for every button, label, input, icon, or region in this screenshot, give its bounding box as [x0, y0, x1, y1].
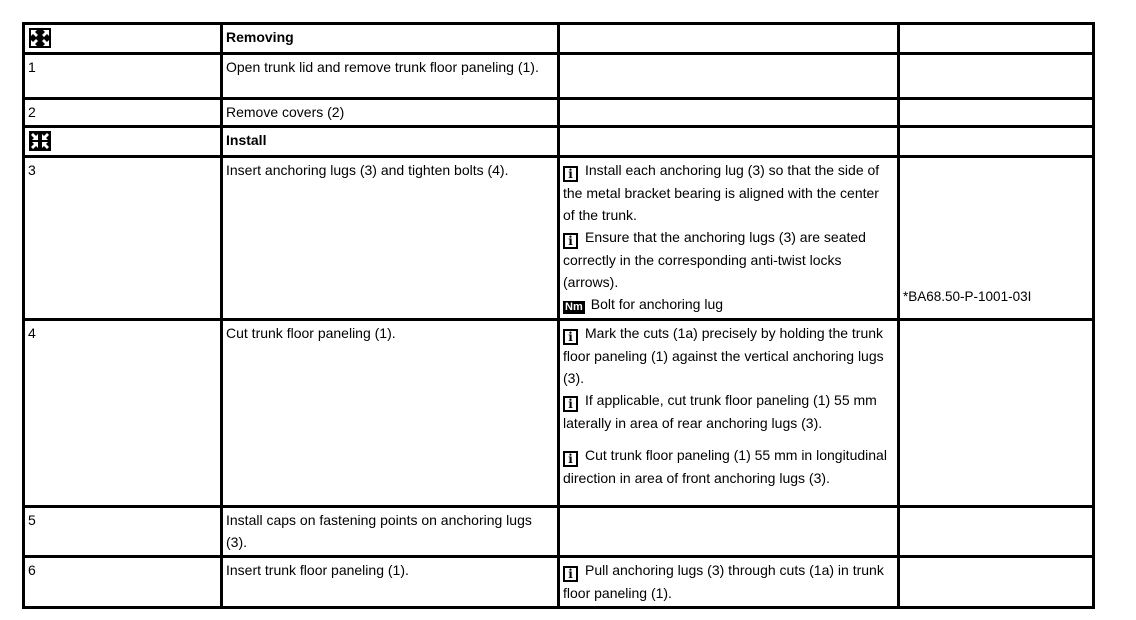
note-text: Install each anchoring lug (3) so that the side of the metal bracket bearing is aligned with the center of the trunk.	[563, 162, 880, 223]
arrows-inward-icon	[29, 131, 217, 151]
note	[563, 559, 894, 604]
section-row-install	[24, 127, 1094, 157]
info-icon: i	[563, 396, 578, 412]
section-title-removing: Removing	[222, 24, 559, 54]
info-icon: i	[563, 329, 578, 345]
empty-cell	[899, 24, 1094, 54]
note	[563, 444, 894, 489]
note-text: Mark the cuts (1a) precisely by holding the trunk floor paneling (1) against the vertical anchoring lugs (3).	[563, 325, 884, 386]
info-icon: i	[563, 566, 578, 582]
step-action: Cut trunk floor paneling (1).	[222, 320, 559, 507]
note	[563, 389, 894, 434]
empty-cell	[899, 127, 1094, 157]
step-number: 4	[24, 320, 222, 507]
step-row-4	[24, 320, 1094, 507]
note	[563, 293, 894, 315]
note-text: Ensure that the anchoring lugs (3) are seated correctly in the corresponding anti-twist locks (arrows).	[563, 229, 866, 290]
step-notes	[559, 320, 899, 507]
procedure-table	[22, 22, 1095, 609]
empty-cell	[899, 320, 1094, 507]
empty-cell	[559, 507, 899, 557]
reference-cell	[899, 157, 1094, 320]
step-action: Insert anchoring lugs (3) and tighten bolts (4).	[222, 157, 559, 320]
note-text: Cut trunk floor paneling (1) 55 mm in longitudinal direction in area of front anchoring lugs (3).	[563, 447, 887, 486]
info-icon: i	[563, 166, 578, 182]
torque-nm-icon: Nm	[565, 301, 583, 313]
empty-cell	[899, 557, 1094, 608]
note	[563, 226, 894, 293]
empty-cell	[559, 99, 899, 127]
note	[563, 322, 894, 389]
section-title-install: Install	[222, 127, 559, 157]
note	[563, 159, 894, 226]
step-number: 2	[24, 99, 222, 127]
section-icon-cell	[24, 24, 222, 54]
step-number: 1	[24, 54, 222, 99]
section-icon-cell	[24, 127, 222, 157]
step-notes	[559, 157, 899, 320]
empty-cell	[559, 127, 899, 157]
note-text: If applicable, cut trunk floor paneling (1) 55 mm laterally in area of rear anchoring lugs (3).	[563, 392, 877, 431]
section-row-removing	[24, 24, 1094, 54]
empty-cell	[899, 54, 1094, 99]
step-row-3	[24, 157, 1094, 320]
info-icon: i	[563, 233, 578, 249]
note-text: Bolt for anchoring lug	[590, 296, 724, 312]
arrows-outward-icon	[29, 28, 217, 48]
empty-cell	[899, 99, 1094, 127]
step-row-5	[24, 507, 1094, 557]
step-number: 5	[24, 507, 222, 557]
note-text: Pull anchoring lugs (3) through cuts (1a) in trunk floor paneling (1).	[563, 562, 884, 601]
empty-cell	[899, 507, 1094, 557]
step-action: Insert trunk floor paneling (1).	[222, 557, 559, 608]
empty-cell	[559, 24, 899, 54]
step-row-1	[24, 54, 1094, 99]
step-action: Remove covers (2)	[222, 99, 559, 127]
step-action: Open trunk lid and remove trunk floor paneling (1).	[222, 54, 559, 99]
step-row-2	[24, 99, 1094, 127]
step-number: 6	[24, 557, 222, 608]
step-action: Install caps on fastening points on anchoring lugs (3).	[222, 507, 559, 557]
info-icon: i	[563, 451, 578, 467]
document-reference: *BA68.50-P-1001-03I	[903, 289, 1032, 304]
step-number: 3	[24, 157, 222, 320]
empty-cell	[559, 54, 899, 99]
step-row-6	[24, 557, 1094, 608]
step-notes	[559, 557, 899, 608]
